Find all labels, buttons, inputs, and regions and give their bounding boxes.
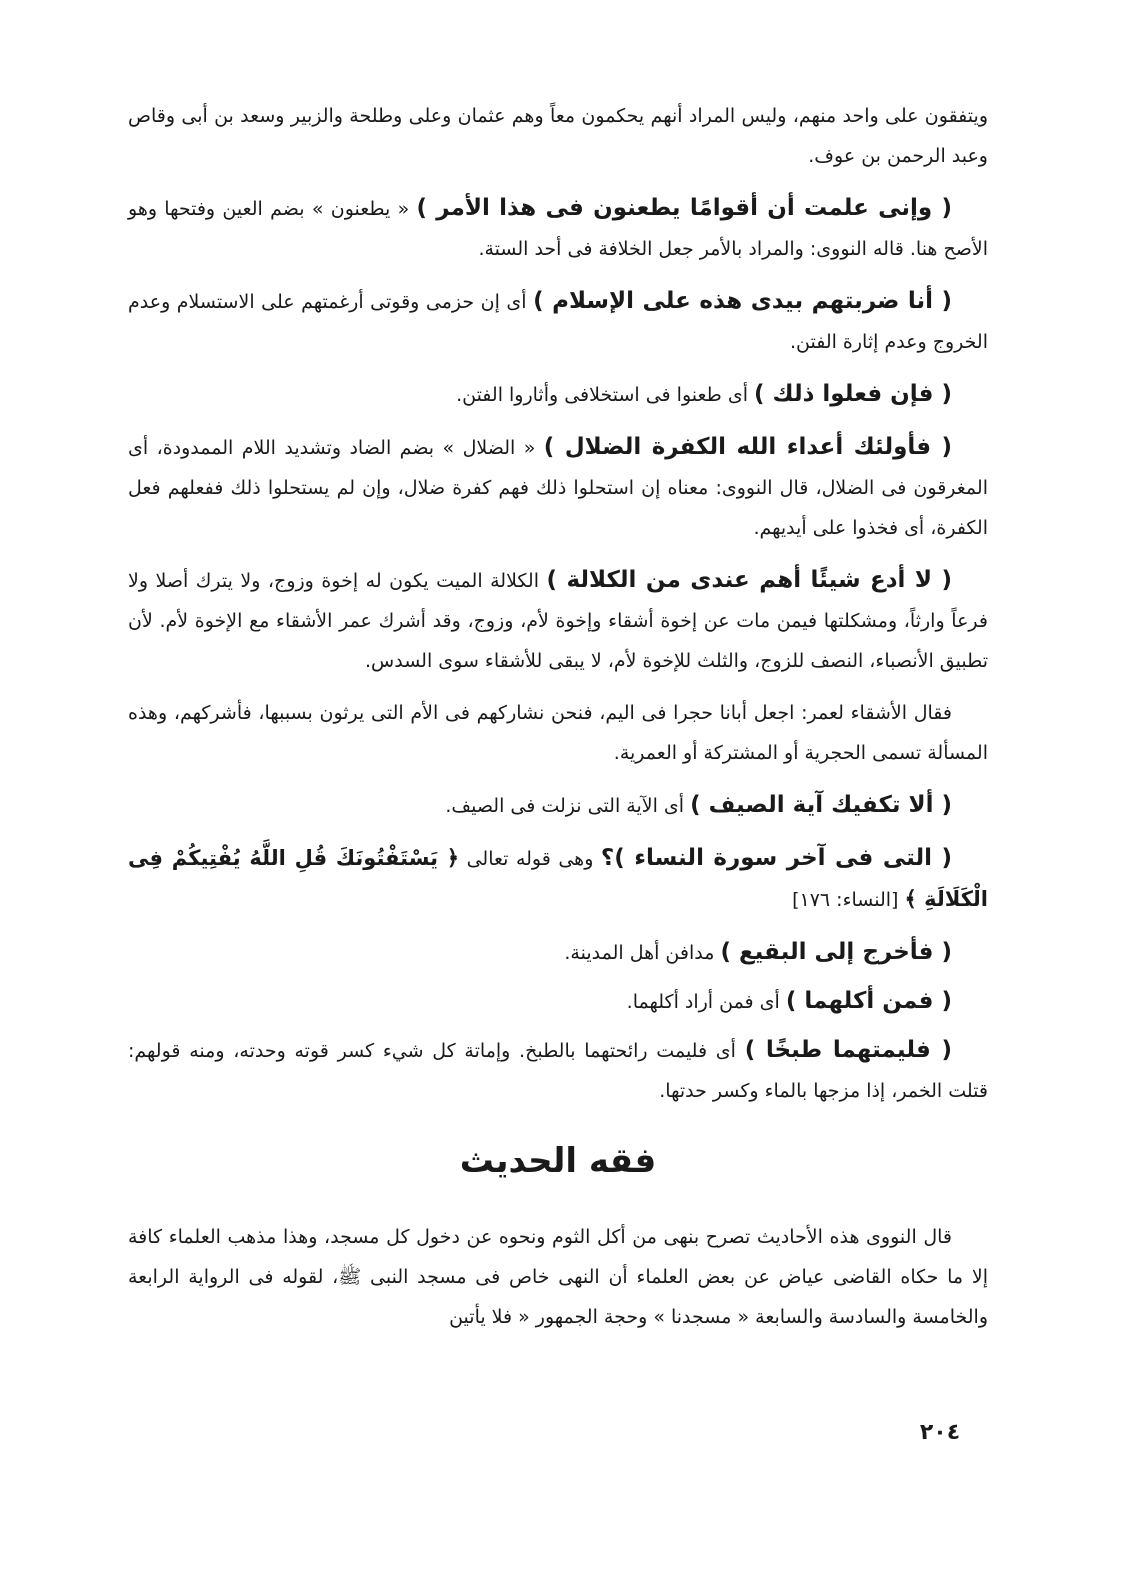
paragraph-1	[128, 96, 988, 176]
paragraph-text: قال النووى هذه الأحاديث تصرح بنهى من أكل الثوم ونحوه عن دخول كل مسجد، وهذا مذهب العلماء كافة إلا ما حكاه القاضى عياض عن بعض العلماء أن النهى خاص فى مسجد النبى ﷺ، لقوله فى الرواية الرابعة والخامسة والسادسة والسابعة « مسجدنا » وحجة الجمهور « فلا يأتين	[128, 1226, 988, 1328]
hadith-phrase: ( فأخرج إلى البقيع )	[720, 939, 952, 965]
hadith-phrase: ( لا أدع شيئًا أهم عندى من الكلالة )	[546, 567, 953, 593]
explanation-text: الكلالة الميت يكون له إخوة وزوج، ولا يترك أصلا ولا فرعاً وارثاً، ومشكلتها فيمن مات عن إخوة أشقاء وإخوة لأم، وزوج، وقد أشرك عمر الأشقاء مع الإخوة لأم. لأن تطبيق الأنصباء، النصف للزوج، والثلث للإخوة لأم، لا يبقى للأشقاء سوى السدس.	[128, 570, 988, 672]
paragraph-8	[128, 785, 988, 826]
hadith-phrase: ( ألا تكفيك آية الصيف )	[690, 792, 952, 818]
paragraph-11	[128, 981, 988, 1022]
hadith-phrase: ( وإنى علمت أن أقوامًا يطعنون فى هذا الأمر )	[416, 195, 952, 221]
explanation-text: « الضلال » بضم الضاد وتشديد اللام الممدودة، أى المغرقون فى الضلال، قال النووى: معناه إن استحلوا ذلك فهم كفرة ضلال، وإن لم يستحلوا ذلك ففعلهم فعل الكفرة، أى فخذوا على أيديهم.	[128, 437, 988, 539]
explanation-text: مدافن أهل المدينة.	[564, 942, 721, 964]
paragraph-9	[128, 838, 988, 920]
hadith-phrase: ( أنا ضربتهم بيدى هذه على الإسلام )	[533, 288, 953, 314]
paragraph-12	[128, 1030, 988, 1111]
paragraph-6	[128, 560, 988, 681]
paragraph-5	[128, 427, 988, 548]
quran-verse: ﴿ يَسْتَفْتُونَكَ قُلِ اللَّهُ يُفْتِيكُمْ فِى الْكَلَالَةِ ﴾	[128, 846, 988, 911]
explanation-text: أى فمن أراد أكلهما.	[626, 991, 786, 1013]
paragraph-3	[128, 281, 988, 362]
explanation-text: أى فليمت رائحتهما بالطبخ. وإماتة كل شيء كسر قوته وحدته، ومنه قولهم: قتلت الخمر، إذا مزجها بالماء وكسر حدتها.	[128, 1040, 988, 1102]
section-heading: فقه الحديث	[459, 1141, 657, 1181]
explanation-text: أى الآية التى نزلت فى الصيف.	[445, 795, 691, 817]
page-number: ٢٠٤	[919, 1420, 961, 1445]
paragraph-2	[128, 188, 988, 269]
paragraph-4	[128, 374, 988, 415]
paragraph-text: ويتفقون على واحد منهم، وليس المراد أنهم يحكمون معاً وهم عثمان وعلى وطلحة والزبير وسعد بن أبى وقاص وعبد الرحمن بن عوف.	[128, 105, 988, 167]
hadith-phrase: ( التى فى آخر سورة النساء )؟	[600, 845, 953, 871]
paragraph-7	[128, 693, 988, 773]
paragraph-10	[128, 932, 988, 973]
section-paragraph	[128, 1217, 988, 1337]
hadith-phrase: ( فأولئك أعداء الله الكفرة الضلال )	[543, 434, 952, 460]
hadith-phrase: ( فمن أكلهما )	[785, 988, 952, 1014]
paragraph-text: فقال الأشقاء لعمر: اجعل أبانا حجرا فى اليم، فنحن نشاركهم فى الأم التى يرثون بسببها، فأشركهم، وهذه المسألة تسمى الحجرية أو المشتركة أو العمرية.	[128, 702, 988, 764]
explanation-text: أى إن حزمى وقوتى أرغمتهم على الاستسلام وعدم الخروج وعدم إثارة الفتن.	[128, 291, 988, 353]
explanation-text: أى طعنوا فى استخلافى وأثاروا الفتن.	[456, 384, 755, 406]
hadith-phrase: ( فليمتهما طبخًا )	[744, 1037, 952, 1063]
explanation-text: « يطعنون » بضم العين وفتحها وهو الأصح هنا. قاله النووى: والمراد بالأمر جعل الخلافة فى أحد الستة.	[128, 198, 988, 260]
page-body	[128, 96, 988, 1349]
verse-reference: [النساء: ١٧٦]	[792, 889, 899, 911]
hadith-phrase: ( فإن فعلوا ذلك )	[754, 381, 952, 407]
explanation-text: وهى قوله تعالى	[459, 848, 601, 870]
